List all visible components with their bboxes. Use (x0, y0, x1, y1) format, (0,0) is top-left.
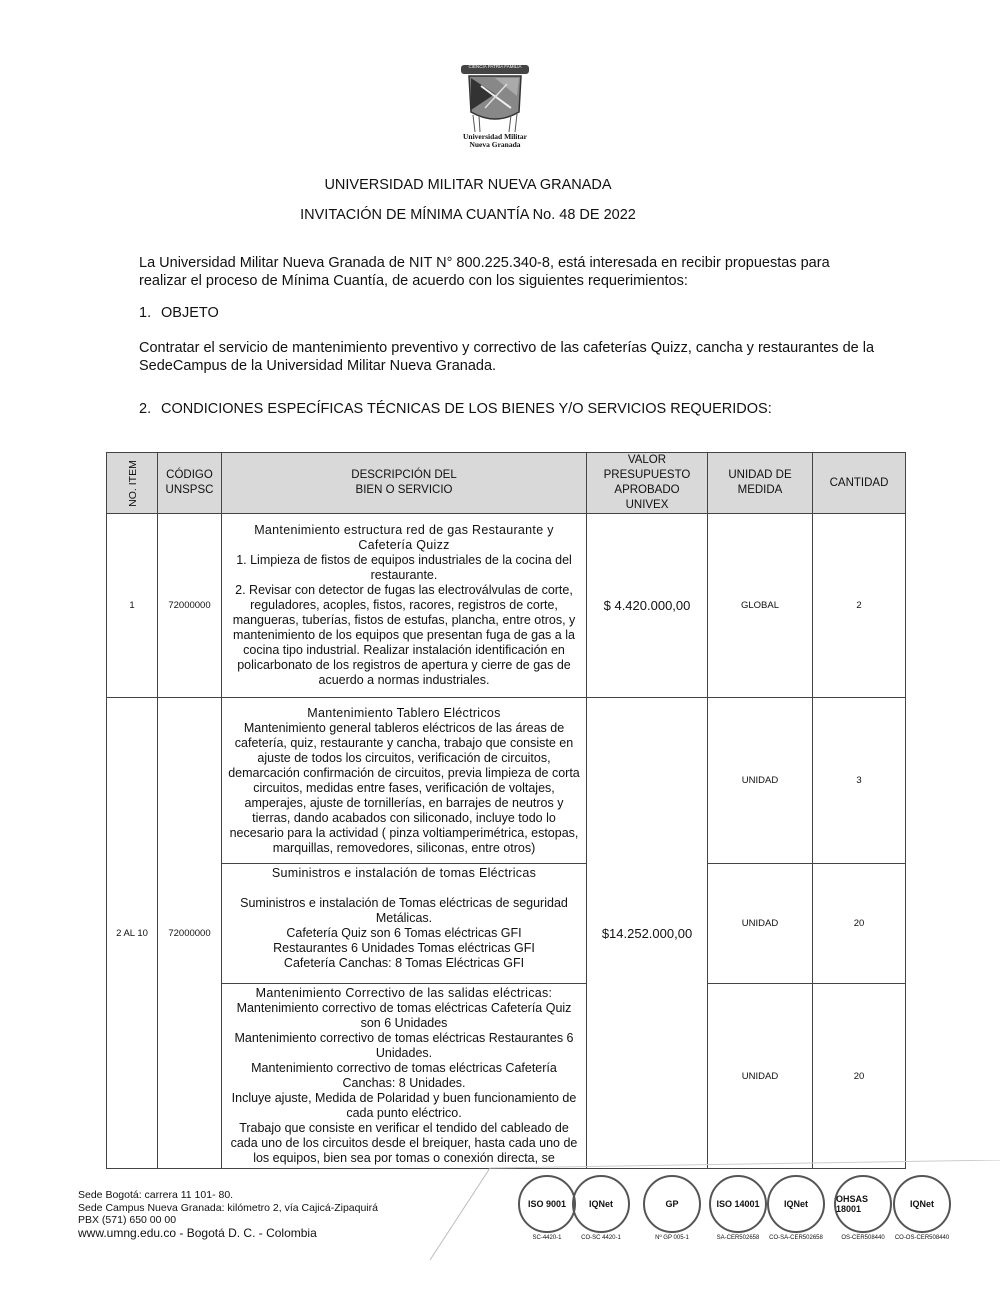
logo-name-line2: Nueva Granada (469, 140, 521, 149)
row1-value: $ 4.420.000,00 (587, 514, 708, 698)
row2-title: Mantenimiento Tablero Eléctricos (307, 705, 501, 720)
university-title: UNIVERSIDAD MILITAR NUEVA GRANADA (324, 177, 612, 193)
row2-quantity: 3 (813, 698, 906, 864)
row3-unit: UNIDAD (708, 864, 813, 984)
section-1-heading (139, 305, 219, 321)
row3-body: Suministros e instalación de Tomas eléctricas de seguridad Metálicas. Cafetería Quiz son 6 Tomas eléctricas GFI Restaurantes 6 Unidades Tomas eléctricas GFI Cafetería Canchas: 8 Tomas Eléctricas GFI (240, 896, 568, 970)
cert-iso9001-icon: ISO 9001 SC-4420-1 (518, 1175, 576, 1260)
university-logo (455, 60, 535, 155)
table-row (107, 514, 906, 698)
table-header-row (107, 453, 906, 514)
row1-body: 1. Limpieza de fistos de equipos industriales de la cocina del restaurante. 2. Revisar con detector de fugas las electroválvulas de corte, reguladores, acoples, fistos, racores, registros de corte, mangueras, tuberías, fistos de estufas, plancha, entre otros, y mantenimiento de los equipos que presentan fuga de gas a la cocina tipo industrial. Realizar instalación identificación en policarbonato de los registros de apertura y cierre de gas de acuerdo a normas industriales. (232, 553, 576, 687)
row1-quantity: 2 (813, 514, 906, 698)
row2-body: Mantenimiento general tableros eléctricos de las áreas de cafetería, quiz, restaurante y cancha, trabajo que consiste en ajuste de todos los circuitos, verificación de circuitos, demarcación confirmación de circuitos, previa limpieza de corta circuitos, medidas entre fases, verificación de voltajes, amperajes, ajuste de tornillerías, en barrajes de neutros y tierras, dando acabados con siliconado, incluye todo lo necesario para la actividad ( pinza voltiamperimétrica, estopas, marquillas, removedores, siliconas, entre otros) (228, 720, 580, 855)
header-description: DESCRIPCIÓN DEL BIEN O SERVICIO (222, 453, 587, 514)
footer-line-2: Sede Campus Nueva Granada: kilómetro 2, vía Cajicá-Zipaquirá (78, 1201, 378, 1214)
table-row (107, 698, 906, 864)
objeto-paragraph (139, 339, 899, 375)
section-2-title: CONDICIONES ESPECÍFICAS TÉCNICAS DE LOS BIENES Y/O SERVICIOS REQUERIDOS: (161, 401, 772, 417)
row1-code: 72000000 (158, 514, 222, 698)
objeto-line-2: SedeCampus de la Universidad Militar Nueva Granada. (139, 358, 497, 374)
header-quantity: CANTIDAD (813, 453, 906, 514)
row2-description (222, 698, 587, 864)
section-1-number: 1. (139, 305, 152, 321)
requirements-table (106, 452, 906, 1169)
row3-title: Suministros e instalación de tomas Eléctricas (271, 866, 537, 880)
row1-item: 1 (107, 514, 158, 698)
invitation-title: INVITACIÓN DE MÍNIMA CUANTÍA No. 48 DE 2022 (300, 207, 636, 223)
cert-iso14001-icon: ISO 14001 SA-CER502658 (709, 1175, 767, 1260)
row3-quantity: 20 (813, 864, 906, 984)
row4-title: Mantenimiento Correctivo de las salidas eléctricas: (255, 986, 553, 1000)
header-item: NO. ITEM (107, 453, 158, 514)
header-value: VALOR PRESUPUESTO APROBADO UNIVEX (587, 453, 708, 514)
cert-ohsas18001-icon: OHSAS 18001 OS-CER508440 (834, 1175, 892, 1260)
row1-title: Mantenimiento estructura red de gas Restaurante y Cafetería Quizz (254, 523, 554, 552)
footer-line-1: Sede Bogotá: carrera 11 101- 80. (78, 1189, 234, 1201)
intro-line-1: La Universidad Militar Nueva Granada de NIT N° 800.225.340-8, está interesada en recibir propuestas para (139, 255, 830, 271)
header-code: CÓDIGO UNSPSC (158, 453, 222, 514)
footer-website-link[interactable]: www.umng.edu.co - Bogotá D. C. - Colombia (78, 1225, 317, 1240)
logo-banner-text: CIENCIA PATRIA FAMILIA (468, 64, 522, 69)
table-row (107, 984, 906, 1169)
cert-gp-icon: GP Nº GP 005-1 (643, 1175, 701, 1260)
cert-iqnet-icon: IQNet CO-SC 4420-1 (572, 1175, 630, 1260)
footer-address (78, 1189, 378, 1239)
intro-paragraph (139, 254, 899, 290)
row4-unit: UNIDAD (708, 984, 813, 1169)
row1-unit: GLOBAL (708, 514, 813, 698)
row4-body: Mantenimiento correctivo de tomas eléctricas Cafetería Quiz son 6 Unidades Mantenimiento correctivo de tomas eléctricas Restaurantes 6 Unidades. Mantenimiento correctivo de tomas eléctricas Cafetería Canchas: 8 Unidades. Incluye ajuste, Medida de Polaridad y buen funcionamiento de cada punto eléctrico. Trabajo que consiste en verificar el tendido del cableado de cada uno de los circuitos desde el breiquer, hasta cada uno de los equipos, bien sea por tomas o conexión directa, se (230, 1001, 578, 1165)
header-unit: UNIDAD DE MEDIDA (708, 453, 813, 514)
group2-value: $14.252.000,00 (587, 698, 708, 1169)
section-2-number: 2. (139, 401, 152, 417)
row3-description (222, 864, 587, 984)
objeto-line-1: Contratar el servicio de mantenimiento preventivo y correctivo de las cafeterías Quizz, cancha y restaurantes de la (139, 340, 875, 356)
row4-quantity: 20 (813, 984, 906, 1169)
cert-iqnet-icon: IQNet CO-OS-CER508440 (893, 1175, 951, 1260)
group2-item: 2 AL 10 (107, 698, 158, 1169)
cert-iqnet-icon: IQNet CO-SA-CER502658 (767, 1175, 825, 1260)
row4-description (222, 984, 587, 1169)
section-1-title: OBJETO (161, 305, 219, 321)
logo-name-line1: Universidad Militar (463, 132, 527, 141)
footer-line-3: PBX (571) 650 00 00 (78, 1214, 177, 1226)
group2-code: 72000000 (158, 698, 222, 1169)
intro-line-2: realizar el proceso de Mínima Cuantía, de acuerdo con los siguientes requerimientos: (139, 273, 688, 289)
table-row (107, 864, 906, 984)
section-2-heading (139, 401, 772, 417)
row2-unit: UNIDAD (708, 698, 813, 864)
row1-description (222, 514, 587, 698)
